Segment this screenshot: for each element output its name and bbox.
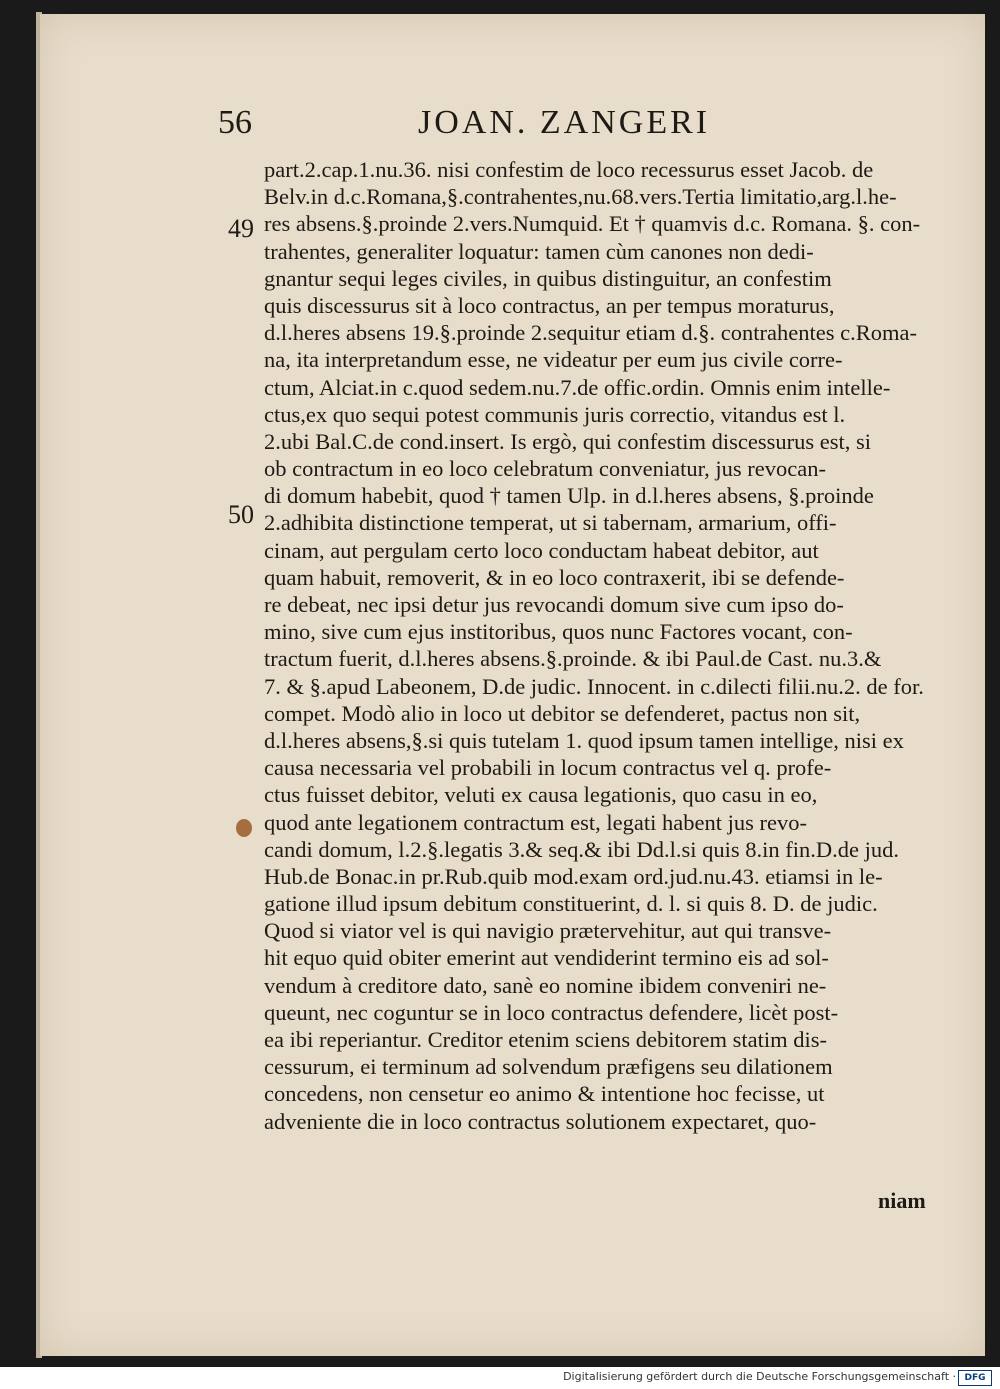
dfg-logo-icon: DFG — [958, 1370, 992, 1386]
text-line: di domum habebit, quod † tamen Ulp. in d.l.heres absens, §.proinde — [264, 483, 874, 509]
text-line: 2.ubi Bal.C.de cond.insert. Is ergò, qui confestim discessurus est, si — [264, 428, 872, 454]
text-line: Hub.de Bonac.in pr.Rub.quib mod.exam ord.jud.nu.43. etiamsi in le- — [264, 863, 883, 889]
text-line: adveniente die in loco contractus solutionem expectaret, quo- — [264, 1108, 817, 1134]
text-line: vendum à creditore dato, sanè eo nomine ibidem conveniri ne- — [264, 972, 827, 998]
text-line: re debeat, nec ipsi detur jus revocandi domum sive cum ipso do- — [264, 592, 844, 617]
text-line: trahentes, generaliter loquatur: tamen cùm canones non dedi- — [264, 238, 814, 264]
text-line: na, ita interpretandum esse, ne videatur per eum jus civile corre- — [264, 347, 843, 373]
text-line: queunt, nec coguntur se in loco contractus defendere, licèt post- — [264, 999, 839, 1025]
text-line: ea ibi reperiantur. Creditor etenim sciens debitorem statim dis- — [264, 1027, 827, 1052]
text-line: part.2.cap.1.nu.36. nisi confestim de loco recessurus esset Jacob. de — [264, 157, 874, 182]
text-line: Quod si viator vel is qui navigio prætervehitur, aut qui transve- — [264, 918, 832, 944]
text-line: 2.adhibita distinctione temperat, ut si tabernam, armarium, offi- — [264, 510, 837, 536]
text-line: ctum, Alciat.in c.quod sedem.nu.7.de offic.ordin. Omnis enim intelle- — [264, 374, 891, 400]
text-line: gatione illud ipsum debitum constituerint, d. l. si quis 8. D. de judic. — [264, 891, 878, 917]
text-line: causa necessaria vel probabili in locum contractus vel q. profe- — [264, 755, 832, 781]
margin-note-50: 50 — [228, 500, 254, 529]
text-line: gnantur sequi leges civiles, in quibus distinguitur, an confestim — [264, 265, 832, 291]
text-line: Belv.in d.c.Romana,§.contrahentes,nu.68.vers.Tertia limitatio,arg.l.he- — [264, 184, 897, 210]
catchword: niam — [878, 1188, 926, 1213]
text-line: tractum fuerit, d.l.heres absens.§.proinde. & ibi Paul.de Cast. nu.3.& — [264, 646, 882, 672]
text-line: concedens, non censetur eo animo & intentione hoc fecisse, ut — [264, 1081, 825, 1107]
text-line: ob contractum in eo loco celebratum conveniatur, jus revocan- — [264, 456, 827, 482]
text-line: res absens.§.proinde 2.vers.Numquid. Et † quamvis d.c. Romana. §. con- — [264, 211, 921, 237]
text-line: ctus fuisset debitor, veluti ex causa legationis, quo casu in eo, — [264, 782, 818, 808]
ink-stain — [236, 819, 252, 837]
text-line: hit equo quid obiter emerint aut vendiderint termino eis ad sol- — [264, 945, 829, 971]
page-number: 56 — [218, 104, 252, 141]
funding-credit: Digitalisierung gefördert durch die Deutsche Forschungsgemeinschaft · — [563, 1370, 956, 1383]
text-line: compet. Modò alio in loco ut debitor se defenderet, pactus non sit, — [264, 700, 861, 726]
text-line: ctus,ex quo sequi potest communis juris correctio, vitandus est l. — [264, 401, 846, 427]
running-title: JOAN. ZANGERI — [418, 104, 711, 141]
text-line: mino, sive cum ejus institoribus, quos nunc Factores vocant, con- — [264, 619, 853, 645]
text-line: cinam, aut pergulam certo loco conductam habeat debitor, aut — [264, 537, 819, 563]
text-line: quam habuit, removerit, & in eo loco contraxerit, ibi se defende- — [264, 564, 845, 590]
text-line: 7. & §.apud Labeonem, D.de judic. Innocent. in c.dilecti filii.nu.2. de for. — [264, 673, 924, 699]
text-line: candi domum, l.2.§.legatis 3.& seq.& ibi Dd.l.si quis 8.in fin.D.de jud. — [264, 836, 899, 862]
footer-bar — [0, 1367, 1000, 1389]
text-line: d.l.heres absens,§.si quis tutelam 1. quod ipsum tamen intellige, nisi ex — [264, 727, 904, 753]
text-line: d.l.heres absens 19.§.proinde 2.sequitur etiam d.§. contrahentes c.Roma- — [264, 320, 917, 346]
text-line: quod ante legationem contractum est, legati habent jus revo- — [264, 809, 807, 835]
text-line: cessurum, ei terminum ad solvendum præfigens seu dilationem — [264, 1054, 833, 1080]
text-line: quis discessurus sit à loco contractus, an per tempus moraturus, — [264, 292, 835, 318]
page-header — [218, 104, 778, 154]
body-text — [264, 156, 954, 1135]
margin-note-49: 49 — [228, 214, 254, 243]
